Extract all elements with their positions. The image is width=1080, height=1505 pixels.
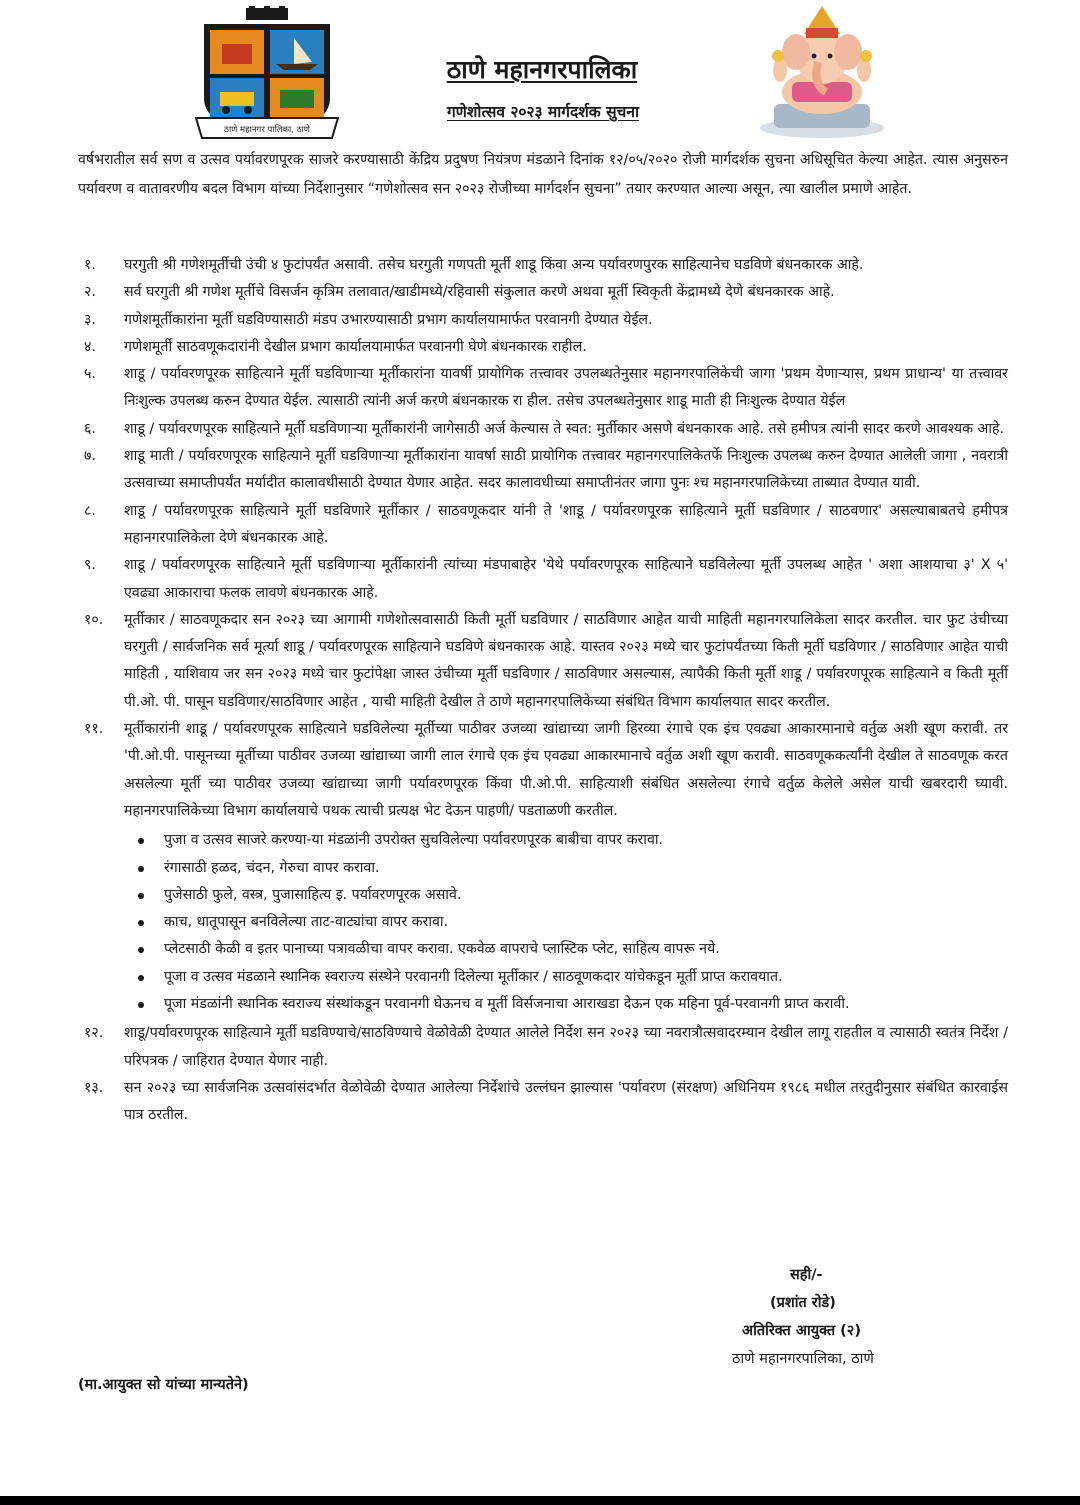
item-number: १.	[84, 257, 96, 273]
item-text: गणेशमूर्ती साठवणूकदारांनी देखील प्रभाग कार्यालयामार्फत परवानगी घेणे बंधनकारक राहील.	[124, 338, 587, 355]
item-text: शाडू / पर्यावरणपूरक साहित्याने मूर्ती घडविणाऱ्या मूर्तीकारांनी जागेसाठी अर्ज केल्यास ते स्वत: मुर्तीकार असणे बंधनकारक आहे. तसे हमीपत्र त्यांनी सादर करणे आवश्यक आहे.	[124, 420, 1005, 437]
item-text: शाडू माती / पर्यावरणपूरक साहित्याने मूर्ती घडविणाऱ्या मूर्तीकारांना यावर्षा साठी प्रायोगिक तत्त्वावर महानगरपालिकेतर्फे निःशुल्क उपलब्ध करुन देण्यात आलेली जागा , नवरात्री उत्सवाच्या समाप्तीपर्यंत मर्यादीत कालावधीसाठी देण्यात येणार आहेत. सदर कालावधीच्या समाप्तीनंतर जागा पुनः श्च महानगरपालिकेच्या ताब्यात देण्यात यावी.	[124, 448, 1008, 492]
list-item	[78, 361, 1008, 416]
list-item	[78, 1075, 1008, 1130]
signatory-name: (प्रशांत रोडे)	[770, 1295, 836, 1311]
item-text: शाडू / पर्यावरणपूरक साहित्याने मूर्ती घडविणाऱ्या मूर्तीकारांनी त्यांच्या मंडपाबाहेर 'येथे पर्यावरणपूरक साहित्याने घडविलेल्या मूर्ती उपलब्ध आहेत ' अशा आशयाचा ३' X ५' एवढ्या आकाराचा फलक लावणे बंधनकारक आहे.	[124, 557, 1008, 601]
signatory-office: ठाणे महानगरपालिका, ठाणे	[732, 1351, 874, 1367]
signatory-designation: अतिरिक्त आयुक्त (२)	[742, 1323, 861, 1339]
item-number: १२.	[84, 1025, 104, 1042]
item-text: सन २०२३ च्या सार्वजनिक उत्सवांसंदर्भात वेळोवेळी देण्यात आलेल्या निर्देशांचे उल्लंघन झाल्यास 'पर्यावरण (संरक्षण) अधिनियम १९८६ मधील तरतुदीनुसार संबंधित कारवाईस पात्र ठरतील.	[124, 1079, 1008, 1124]
bullet-item: काच, धातूपासून बनविलेल्या ताट-वाट्यांचा वापर करावा.	[134, 909, 1008, 936]
ganesh-idol-icon	[752, 0, 892, 140]
item-text: शाडू / पर्यावरणपूरक साहित्याने मूर्ती घडविणाऱ्या मूर्तीकारांना यावर्षी प्रायोगिक तत्त्वावर उपलब्धतेनुसार महानगरपालिकेची जागा 'प्रथम येणाऱ्यास, प्रथम प्राधान्य' या तत्त्वावर निःशुल्क उपलब्ध करुन देण्यात येईल. त्यासाठी त्यांनी अर्ज करणे बंधनकारक रा हील. तसेच उपलब्धतेनुसार शाडू माती ही निःशुल्क देण्यात येईल	[124, 366, 1008, 410]
item-text: सर्व घरगुती श्री गणेश मूर्तीचे विसर्जन कृत्रिम तलावात/खाडीमध्ये/रहिवासी संकुलात करणे अथवा मूर्ती स्विकृती केंद्रामध्ये देणे बंधनकारक आहे.	[124, 284, 835, 301]
bullet-item: पुजेसाठी फुले, वस्त्र, पुजासाहित्य इ. पर्यावरणपूरक असावे.	[134, 882, 1008, 909]
item-number: २.	[84, 284, 96, 301]
list-item	[78, 716, 1008, 825]
item-number: ६.	[84, 420, 96, 437]
signature-mark: सही/-	[790, 1267, 823, 1283]
bullet-item: पुजा व उत्सव साजरे करण्या-या मंडळांनी उपरोक्त सुचविलेल्या पर्यावरणपूरक बाबीचा वापर करावा.	[134, 827, 1008, 854]
approval-note: (मा.आयुक्त सो यांच्या मान्यतेने)	[78, 1377, 249, 1393]
item-number: १३.	[84, 1079, 104, 1096]
bullet-item: पूजा व उत्सव मंडळाने स्थानिक स्वराज्य संस्थेने परवानगी दिलेल्या मूर्तीकार / साठवूणकदार यांचेकडून मूर्ती प्राप्त करावयात.	[134, 964, 1008, 991]
list-item	[78, 443, 1008, 498]
item-number: ४.	[84, 338, 96, 355]
guideline-list	[78, 252, 1008, 1130]
list-item	[78, 334, 1008, 361]
intro-paragraph: वर्षभरातील सर्व सण व उत्सव पर्यावरणपूरक साजरे करण्यासाठी केंद्रिय प्रदुषण नियंत्रण मंडळाने दिनांक १२/०५/२०२० रोजी मार्गदर्शक सुचना अधिसूचित केल्या आहेत. त्यास अनुसरुन पर्यावरण व वातावरणीय बदल विभाग यांच्या निर्देशानुसार “गणेशोत्सव सन २०२३ रोजीच्या मार्गदर्शन सुचना” तयार करण्यात आल्या असून, त्या खालील प्रमाणे आहेत.	[78, 152, 1008, 197]
municipal-crest-icon	[194, 6, 340, 142]
bottom-edge-bar	[0, 1496, 1080, 1505]
bullet-list	[134, 827, 1008, 1018]
bullet-item: रंगासाठी हळद, चंदन, गेरुचा वापर करावा.	[134, 855, 1008, 882]
crest-ribbon-text: ठाणे महानगर पालिका, ठाणे	[224, 125, 310, 135]
list-item	[78, 416, 1008, 443]
bullet-item: प्लेटसाठी केळी व इतर पानाच्या पत्रावळीचा वापर करावा. एकवेळ वापराचे प्लास्टिक प्लेट, साहित्य वापरू नये.	[134, 936, 1008, 963]
list-item	[78, 498, 1008, 553]
item-number: ११.	[84, 721, 104, 738]
item-number: १०.	[84, 611, 104, 628]
list-item	[78, 607, 1008, 716]
item-text: शाडू/पर्यावरणपूरक साहित्याने मूर्ती घडविण्याचे/साठविण्याचे वेळोवेळी देण्यात आलेले निर्देश सन २०२३ च्या नवरात्रौत्सवादरम्यान देखील लागू राहतील व त्यासाठी स्वतंत्र निर्देश / परिपत्रक / जाहिरात देण्यात येणार नाही.	[124, 1025, 1008, 1069]
page-title: ठाणे महानगरपालिका	[446, 55, 638, 84]
list-item	[78, 552, 1008, 607]
item-number: ९.	[84, 557, 96, 574]
bullet-item: पूजा मंडळांनी स्थानिक स्वराज्य संस्थांकडून परवानगी घेऊनच व मूर्ती विर्सजनाचा आराखडा देऊन एक महिना पूर्व-परवानगी प्राप्त करावी.	[134, 991, 1008, 1018]
item-text: मूर्तीकार / साठवणूकदार सन २०२३ च्या आगामी गणेशोत्सवासाठी किती मूर्ती घडविणार / साठविणार आहेत याची माहिती महानगरपालिकेला सादर करतील. चार फुट उंचीच्या घरगुती / सार्वजनिक सर्व मूर्त्या शाडू / पर्यावरणपूरक साहित्याने घडविणे बंधनकारक आहे. यास्तव २०२३ मध्ये चार फुटांपर्यंतच्या किती मूर्ती घडविणार / साठविणार आहेत याची माहिती , याशिवाय जर सन २०२३ मध्ये चार फुटांपेक्षा जास्त उंचीच्या मूर्ती घडविणार / साठविणार असल्यास, त्यापैकी किती मूर्ती शाडू / पर्यावरणपूरक साहित्याने व किती मूर्ती पी.ओ. पी. पासून घडविणार/साठविणार आहेत , याची माहिती देखील ते ठाणे महानगरपालिकेच्या संबंधित विभाग कार्यालयात सादर करतील.	[124, 611, 1008, 710]
list-item	[78, 1020, 1008, 1075]
list-item	[78, 307, 1008, 334]
item-text: मूर्तीकारांनी शाडू / पर्यावरणपूरक साहित्याने घडविलेल्या मूर्तीच्या पाठीवर उजव्या खांद्याच्या जागी हिरव्या रंगाचे एक इंच एवढ्या आकारमानाचे वर्तुळ अशी खूण करावी. तर 'पी.ओ.पी. पासूनच्या मूर्तीच्या पाठीवर उजव्या खांद्याच्या जागी लाल रंगाचे एक इंच एवढ्या आकारमानाचे वर्तुळ अशी खूण करावी. साठवणूककर्त्यांनी देखील ते साठवणूक करत असलेल्या मूर्ती च्या पाठीवर उजव्या खांद्याच्या जागी पर्यावरणपूरक किंवा पी.ओ.पी. साहित्याशी संबंधित असलेल्या रंगाचे वर्तुळ केलेले असेल याची खबरदारी घ्यावी. महानगरपालिकेच्या विभाग कार्यालयाचे पथक त्याची प्रत्यक्ष भेट देऊन पाहणी/ पडताळणी करतील.	[124, 721, 1008, 819]
list-item	[78, 279, 1008, 306]
item-number: ८.	[84, 502, 96, 519]
item-text: शाडू / पर्यावरणपूरक साहित्याने मूर्ती घडविणारे मूर्तीकार / साठवणूकदार यांनी ते 'शाडू / पर्यावरणपूरक साहित्याने मूर्ती घडविणार / साठवणार' असल्याबाबतचे हमीपत्र महानगरपालिकेला देणे बंधनकारक आहे.	[124, 502, 1008, 546]
item-number: ७.	[84, 448, 96, 465]
item-text: गणेशमूर्तीकारांना मूर्ती घडविण्यासाठी मंडप उभारण्यासाठी प्रभाग कार्यालयामार्फत परवानगी देण्यात येईल.	[124, 311, 653, 328]
item-text: घरगुती श्री गणेशमूर्तीची उंची ४ फुटांपर्यंत असावी. तसेच घरगुती गणपती मूर्ती शाडू किंवा अन्य पर्यावरणपुरक साहित्यानेच घडविणे बंधनकारक आहे.	[124, 257, 864, 273]
list-item	[78, 252, 1008, 279]
item-number: ५.	[84, 366, 96, 383]
page-subtitle: गणेशोत्सव २०२३ मार्गदर्शक सुचना	[446, 103, 640, 121]
item-number: ३.	[84, 311, 96, 328]
